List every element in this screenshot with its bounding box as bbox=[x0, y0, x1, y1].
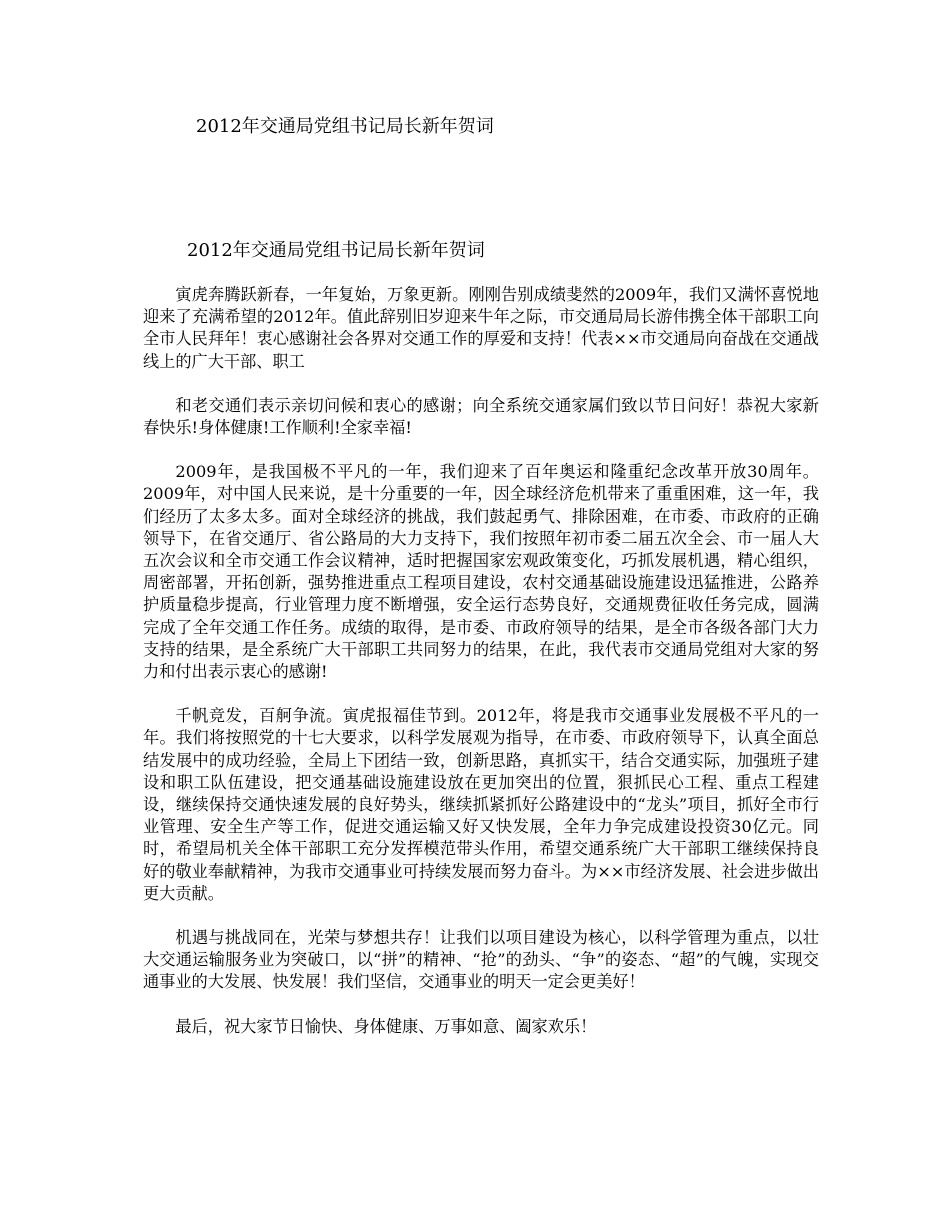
paragraph-call-to-action: 机遇与挑战同在，光荣与梦想共存！让我们以项目建设为核心，以科学管理为重点，以壮大交通运输服务业为突破口，以“拼”的精神、“抢”的劲头、“争”的姿态、“超”的气魄，实现交通事业的大发展、快发展！我们坚信，交通事业的明天一定会更美好！ bbox=[143, 928, 819, 992]
paragraph-review: 2009年，是我国极不平凡的一年，我们迎来了百年奥运和隆重纪念改革开放30周年。2009年，对中国人民来说，是十分重要的一年，因全球经济危机带来了重重困难，这一年，我们经历了太多太多。面对全球经济的挑战，我们鼓起勇气、排除困难，在市委、市政府的正确领导下，在省交通厅、省公路局的大力支持下，我们按照年初市委二届五次全会、市一届人大五次会议和全市交通工作会议精神，适时把握国家宏观政策变化，巧抓发展机遇，精心组织，周密部署，开拓创新，强势推进重点工程项目建设，农村交通基础设施建设迅猛推进，公路养护质量稳步提高，行业管理力度不断增强，安全运行态势良好，交通规费征收任务完成，圆满完成了全年交通工作任务。成绩的取得，是市委、市政府领导的结果，是全市各级各部门大力支持的结果，是全系统广大干部职工共同努力的结果，在此，我代表市交通局党组对大家的努力和付出表示衷心的感谢! bbox=[143, 462, 819, 682]
document-title: 2012年交通局党组书记局长新年贺词 bbox=[187, 240, 485, 261]
paragraph-wishes: 和老交通们表示亲切问候和衷心的感谢；向全系统交通家属们致以节日问好！恭祝大家新春快乐!身体健康!工作顺利!全家幸福! bbox=[143, 395, 819, 438]
document-body bbox=[143, 284, 819, 1060]
paragraph-outlook: 千帆竞发，百舸争流。寅虎报福佳节到。2012年，将是我市交通事业发展极不平凡的一年。我们将按照党的十七大要求，以科学发展观为指导，在市委、市政府领导下，认真全面总结发展中的成功经验，全局上下团结一致，创新思路，真抓实干，结合交通实际，加强班子建设和职工队伍建设，把交通基础设施建设放在更加突出的位置，狠抓民心工程、重点工程建设，继续保持交通快速发展的良好势头，继续抓紧抓好公路建设中的“龙头”项目，抓好全市行业管理、安全生产等工作，促进交通运输又好又快发展，全年力争完成建设投资30亿元。同时，希望局机关全体干部职工充分发挥模范带头作用，希望交通系统广大干部职工继续保持良好的敬业奉献精神，为我市交通事业可持续发展而努力奋斗。为××市经济发展、社会进步做出更大贡献。 bbox=[143, 706, 819, 903]
paragraph-greeting: 寅虎奔腾跃新春，一年复始，万象更新。刚刚告别成绩斐然的2009年，我们又满怀喜悦地迎来了充满希望的2012年。值此辞别旧岁迎来牛年之际，市交通局局长游伟携全体干部职工向全市人民拜年！衷心感谢社会各界对交通工作的厚爱和支持！代表××市交通局向奋战在交通战线上的广大干部、职工 bbox=[143, 285, 819, 371]
document-header-title: 2012年交通局党组书记局长新年贺词 bbox=[196, 116, 494, 137]
paragraph-closing: 最后，祝大家节日愉快、身体健康、万事如意、阖家欢乐！ bbox=[175, 1016, 597, 1036]
